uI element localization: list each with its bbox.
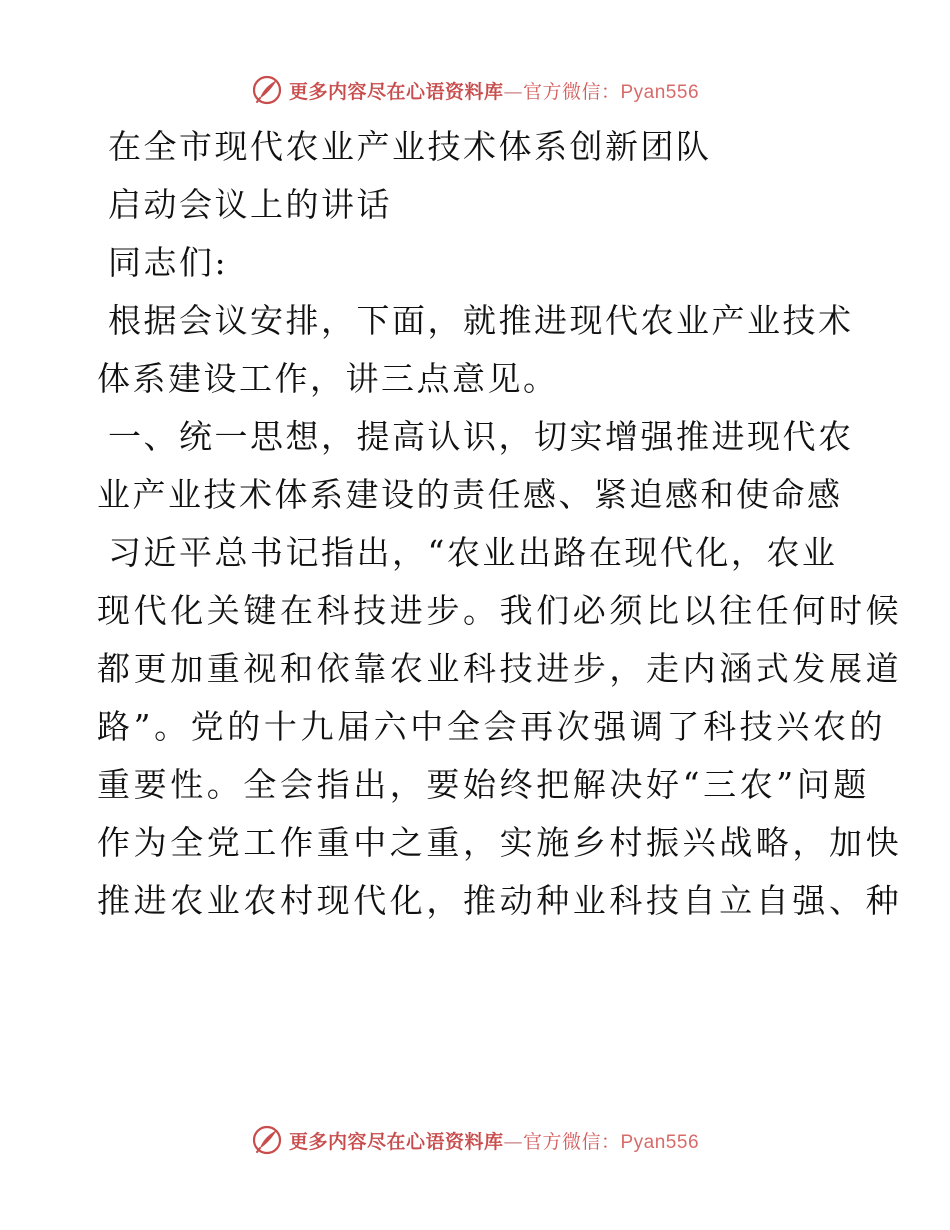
paragraph-2-line-6: 作为全党工作重中之重，实施乡村振兴战略，加快	[97, 823, 903, 862]
paragraph-2-line-2: 现代化关键在科技进步。我们必须比以往任何时候	[97, 591, 903, 630]
document-body	[97, 118, 903, 930]
footer-watermark	[0, 1120, 950, 1160]
document-title-line-2: 启动会议上的讲话	[108, 185, 392, 224]
document-title-line-1: 在全市现代农业产业技术体系创新团队	[108, 127, 712, 166]
paragraph-1-line-2: 体系建设工作，讲三点意见。	[97, 359, 559, 398]
watermark-text	[289, 1127, 699, 1154]
paragraph-2-line-4: 路”。党的十九届六中全会再次强调了科技兴农的	[97, 707, 887, 746]
paragraph-1-line-1: 根据会议安排，下面，就推进现代农业产业技术	[108, 301, 854, 340]
section-heading-1-line-2: 业产业技术体系建设的责任感、紧迫感和使命感	[97, 475, 843, 514]
feather-quill-logo-icon	[251, 1124, 283, 1156]
watermark-dash: —	[503, 1130, 523, 1153]
watermark-suffix: 官方微信：	[522, 1130, 621, 1153]
watermark-brand: 更多内容尽在心语资料库	[288, 80, 504, 103]
watermark-wechat-id: Pyan556	[620, 81, 700, 103]
watermark-brand: 更多内容尽在心语资料库	[288, 1130, 504, 1153]
paragraph-2-line-7: 推进农业农村现代化，推动种业科技自立自强、种	[97, 881, 903, 920]
paragraph-2-line-5: 重要性。全会指出，要始终把解决好“三农”问题	[97, 765, 870, 804]
paragraph-2-line-3: 都更加重视和依靠农业科技进步，走内涵式发展道	[97, 649, 903, 688]
feather-quill-logo-icon	[251, 74, 283, 106]
watermark-group	[251, 1124, 699, 1156]
header-watermark	[0, 70, 950, 110]
salutation: 同志们:	[108, 243, 229, 282]
watermark-wechat-id: Pyan556	[620, 1131, 700, 1153]
paragraph-2-line-1: 习近平总书记指出，“农业出路在现代化，农业	[108, 533, 838, 572]
watermark-suffix: 官方微信：	[522, 80, 621, 103]
watermark-group	[251, 74, 699, 106]
watermark-text	[289, 77, 699, 104]
watermark-dash: —	[503, 80, 523, 103]
section-heading-1-line-1: 一、统一思想，提高认识，切实增强推进现代农	[108, 417, 854, 456]
